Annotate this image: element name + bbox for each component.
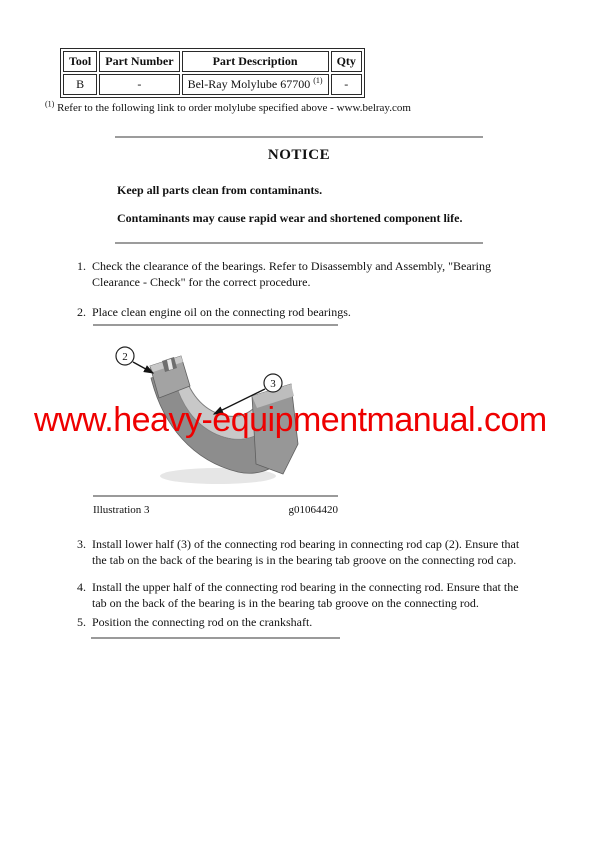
step-3 bbox=[77, 536, 534, 568]
footnote-marker: (1) bbox=[45, 99, 55, 109]
footnote bbox=[45, 99, 411, 114]
header-part-number: Part Number bbox=[99, 51, 179, 72]
illustration-label: Illustration 3 bbox=[93, 504, 150, 516]
footnote-text: Refer to the following link to order molylube specified above - www.belray.com bbox=[57, 102, 411, 114]
notice-box bbox=[115, 136, 483, 244]
callout-2-number: 2 bbox=[122, 351, 128, 363]
notice-title: NOTICE bbox=[267, 147, 331, 163]
cell-part-description bbox=[182, 74, 329, 95]
step-number: 4. bbox=[77, 580, 86, 594]
watermark: www.heavy-equipmentmanual.com bbox=[34, 401, 547, 439]
step-number: 3. bbox=[77, 537, 86, 551]
step-2 bbox=[77, 304, 534, 320]
table-header-row bbox=[63, 51, 362, 72]
cell-tool: B bbox=[63, 74, 97, 95]
parts-table bbox=[60, 48, 365, 98]
step-number: 5. bbox=[77, 615, 86, 629]
step-text: Install lower half (3) of the connecting rod bearing in connecting rod cap (2). Ensure that the tab on the back of the bearing is in the bearing tab groove on the connecting rod cap. bbox=[92, 537, 520, 567]
part-description-text: Bel-Ray Molylube 67700 bbox=[187, 77, 311, 91]
notice-line-2: Contaminants may cause rapid wear and shortened component life. bbox=[117, 211, 463, 225]
table-row bbox=[63, 74, 362, 95]
step-text: Install the upper half of the connecting rod bearing in the connecting rod. Ensure that the tab on the back of the bearing is in the bearing tab groove on the connecting rod. bbox=[92, 580, 519, 610]
step-1 bbox=[77, 258, 534, 290]
step-5 bbox=[77, 614, 534, 630]
cell-part-number: - bbox=[99, 74, 179, 95]
step-text: Position the connecting rod on the crankshaft. bbox=[92, 615, 313, 629]
illustration-id: g01064420 bbox=[288, 504, 338, 516]
section-end-rule bbox=[91, 637, 340, 639]
callout-3-number: 3 bbox=[270, 378, 276, 390]
cell-qty: - bbox=[331, 74, 362, 95]
header-qty: Qty bbox=[331, 51, 362, 72]
step-number: 2. bbox=[77, 305, 86, 319]
step-number: 1. bbox=[77, 259, 86, 273]
header-tool: Tool bbox=[63, 51, 97, 72]
notice-line-1: Keep all parts clean from contaminants. bbox=[117, 183, 323, 197]
step-text: Place clean engine oil on the connecting rod bearings. bbox=[92, 305, 351, 319]
step-4 bbox=[77, 579, 534, 611]
illustration-caption bbox=[93, 497, 338, 516]
callout-2-arrow bbox=[133, 362, 153, 373]
header-part-description: Part Description bbox=[182, 51, 329, 72]
footnote-marker-ref: (1) bbox=[313, 76, 323, 85]
step-text: Check the clearance of the bearings. Refer to Disassembly and Assembly, "Bearing Clearance - Check" for the correct procedure. bbox=[92, 259, 491, 289]
